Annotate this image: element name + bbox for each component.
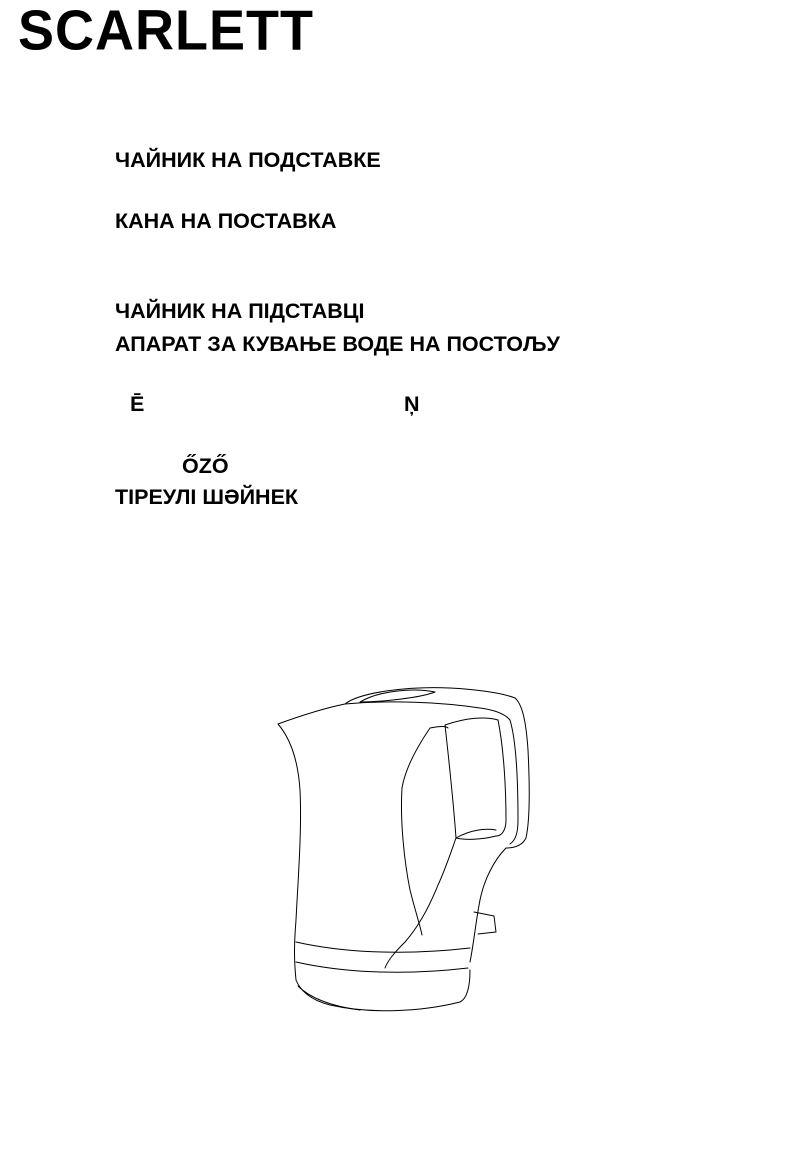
title-serbian: АПАРАТ ЗА КУВАЊЕ ВОДЕ НА ПОСТОЉУ (115, 332, 560, 356)
title-kazakh: ТІРЕУЛІ ШӘЙНЕК (115, 485, 299, 509)
title-glyph-b: Ņ (404, 392, 420, 416)
brand-logo: SCARLETT (18, 0, 314, 62)
title-glyph-c: ŐZŐ (182, 454, 229, 478)
title-glyph-a: Ē (130, 392, 145, 416)
title-bulgarian: КАНА НА ПОСТАВКА (115, 209, 337, 233)
title-ukrainian: ЧАЙНИК НА ПІДСТАВЦІ (115, 299, 365, 323)
title-russian: ЧАЙНИК НА ПОДСТАВКЕ (115, 148, 381, 172)
kettle-illustration (270, 680, 540, 1032)
